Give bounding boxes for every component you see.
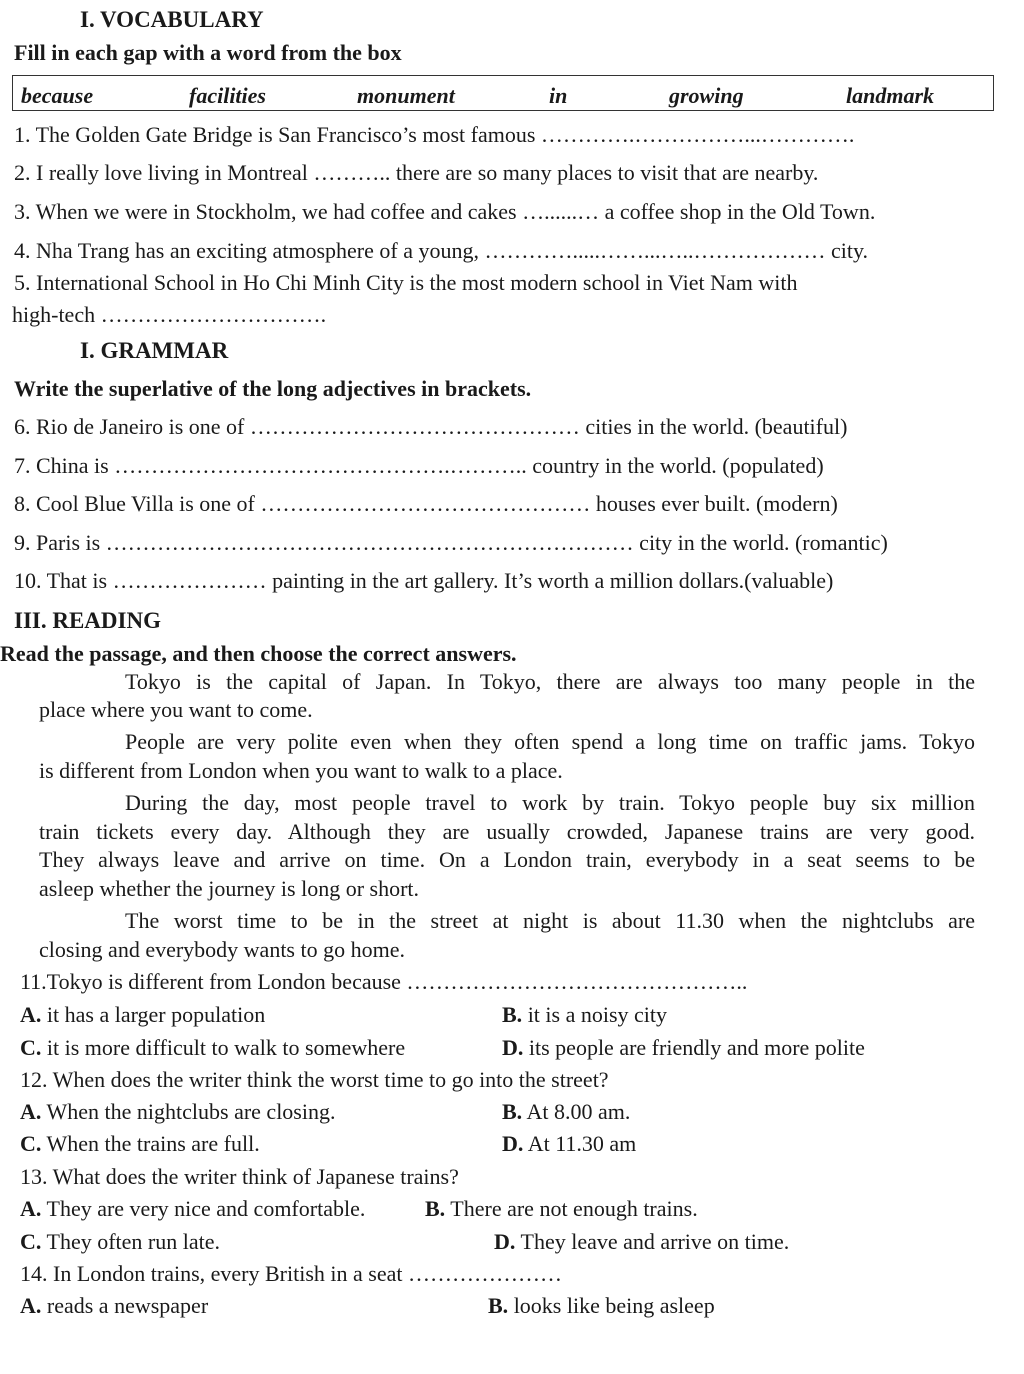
grammar-item-6: 6. Rio de Janeiro is one of ……………………………………… cities in the world. (beautiful) (14, 414, 848, 439)
passage-line: Tokyo is the capital of Japan. In Tokyo, there are always too many people in the (125, 669, 975, 694)
reading-heading: III. READING (14, 608, 161, 633)
passage-line: is different from London when you want to walk to a place. (39, 758, 563, 783)
option-letter: D. (502, 1131, 524, 1156)
option-text: When the nightclubs are closing. (46, 1099, 336, 1124)
option-text: reads a newspaper (46, 1293, 209, 1318)
grammar-instruction: Write the superlative of the long adjectives in brackets. (14, 376, 532, 401)
question-14: 14. In London trains, every British in a seat ………………… (20, 1261, 562, 1286)
option-letter: C. (20, 1035, 42, 1060)
option-text: At 11.30 am (527, 1131, 637, 1156)
question-13: 13. What does the writer think of Japanese trains? (20, 1164, 459, 1189)
box-word: growing (669, 83, 744, 108)
option-letter: D. (494, 1229, 516, 1254)
question-11: 11.Tokyo is different from London because ……………………………………….. (20, 969, 748, 994)
option-12-d[interactable] (502, 1133, 636, 1155)
passage-line: place where you want to come. (39, 697, 313, 722)
option-letter: B. (488, 1293, 509, 1318)
box-word: in (549, 83, 568, 108)
option-letter: B. (502, 1002, 523, 1027)
passage-line: During the day, most people travel to work by train. Tokyo people buy six million (125, 790, 975, 815)
option-13-b[interactable] (425, 1198, 698, 1220)
option-11-c[interactable] (20, 1037, 405, 1059)
grammar-item-9: 9. Paris is ……………………………………………………………… city in the world. (romantic) (14, 530, 888, 555)
option-11-b[interactable] (502, 1004, 667, 1026)
passage-line: closing and everybody wants to go home. (39, 937, 405, 962)
option-12-a[interactable] (20, 1101, 335, 1123)
box-word: because (21, 83, 94, 108)
option-11-d[interactable] (502, 1037, 865, 1059)
option-14-b[interactable] (488, 1295, 715, 1317)
option-text: They are very nice and comfortable. (46, 1196, 366, 1221)
option-letter: B. (502, 1099, 523, 1124)
vocab-item-1: 1. The Golden Gate Bridge is San Francisco’s most famous ………….……………...…………. (14, 122, 855, 147)
option-text: There are not enough trains. (450, 1196, 698, 1221)
option-letter: D. (502, 1035, 524, 1060)
option-12-c[interactable] (20, 1133, 260, 1155)
option-14-a[interactable] (20, 1295, 208, 1317)
passage-line: asleep whether the journey is long or short. (39, 876, 420, 901)
vocabulary-heading: I. VOCABULARY (80, 7, 264, 32)
option-letter: A. (20, 1196, 42, 1221)
option-text: looks like being asleep (513, 1293, 715, 1318)
option-letter: A. (20, 1099, 42, 1124)
option-13-d[interactable] (494, 1231, 789, 1253)
option-text: it is a noisy city (527, 1002, 668, 1027)
option-text: They leave and arrive on time. (520, 1229, 790, 1254)
box-word: facilities (189, 83, 266, 108)
passage-line: People are very polite even when they often spend a long time on traffic jams. Tokyo (125, 729, 975, 754)
passage-line: train tickets every day. Although they are usually crowded, Japanese trains are very good. (39, 819, 975, 844)
grammar-item-7: 7. China is ……………………………………….……….. country in the world. (populated) (14, 453, 824, 478)
option-13-c[interactable] (20, 1231, 220, 1253)
grammar-item-10: 10. That is ………………… painting in the art gallery. It’s worth a million dollars.(valuable) (14, 568, 834, 593)
option-letter: A. (20, 1293, 42, 1318)
option-text: its people are friendly and more polite (528, 1035, 865, 1060)
question-12: 12. When does the writer think the worst time to go into the street? (20, 1067, 609, 1092)
passage-line: They always leave and arrive on time. On a London train, everybody in a seat seems to be (39, 847, 975, 872)
vocab-item-5-cont: high-tech …………………………. (12, 302, 327, 327)
vocab-item-3: 3. When we were in Stockholm, we had coffee and cakes …......… a coffee shop in the Old Town. (14, 199, 876, 224)
option-letter: A. (20, 1002, 42, 1027)
reading-instruction: Read the passage, and then choose the correct answers. (0, 641, 517, 666)
box-word: monument (357, 83, 455, 108)
grammar-heading: I. GRAMMAR (80, 338, 229, 363)
option-letter: C. (20, 1131, 42, 1156)
word-box (12, 75, 994, 111)
vocab-item-4: 4. Nha Trang has an exciting atmosphere of a young, ………….....……...…..……………… city. (14, 238, 869, 263)
option-letter: C. (20, 1229, 42, 1254)
option-text: it has a larger population (46, 1002, 266, 1027)
option-text: it is more difficult to walk to somewhere (46, 1035, 406, 1060)
option-text: At 8.00 am. (526, 1099, 631, 1124)
option-text: They often run late. (46, 1229, 220, 1254)
option-text: When the trains are full. (46, 1131, 260, 1156)
option-11-a[interactable] (20, 1004, 265, 1026)
vocab-item-2: 2. I really love living in Montreal ……….. there are so many places to visit that are nearby. (14, 160, 819, 185)
option-12-b[interactable] (502, 1101, 630, 1123)
box-word: landmark (846, 83, 935, 108)
option-13-a[interactable] (20, 1198, 365, 1220)
vocab-item-5: 5. International School in Ho Chi Minh City is the most modern school in Viet Nam with (14, 270, 798, 295)
grammar-item-8: 8. Cool Blue Villa is one of ……………………………………… houses ever built. (modern) (14, 491, 838, 516)
passage-line: The worst time to be in the street at night is about 11.30 when the nightclubs are (125, 908, 975, 933)
vocabulary-instruction: Fill in each gap with a word from the box (14, 40, 402, 65)
option-letter: B. (425, 1196, 446, 1221)
